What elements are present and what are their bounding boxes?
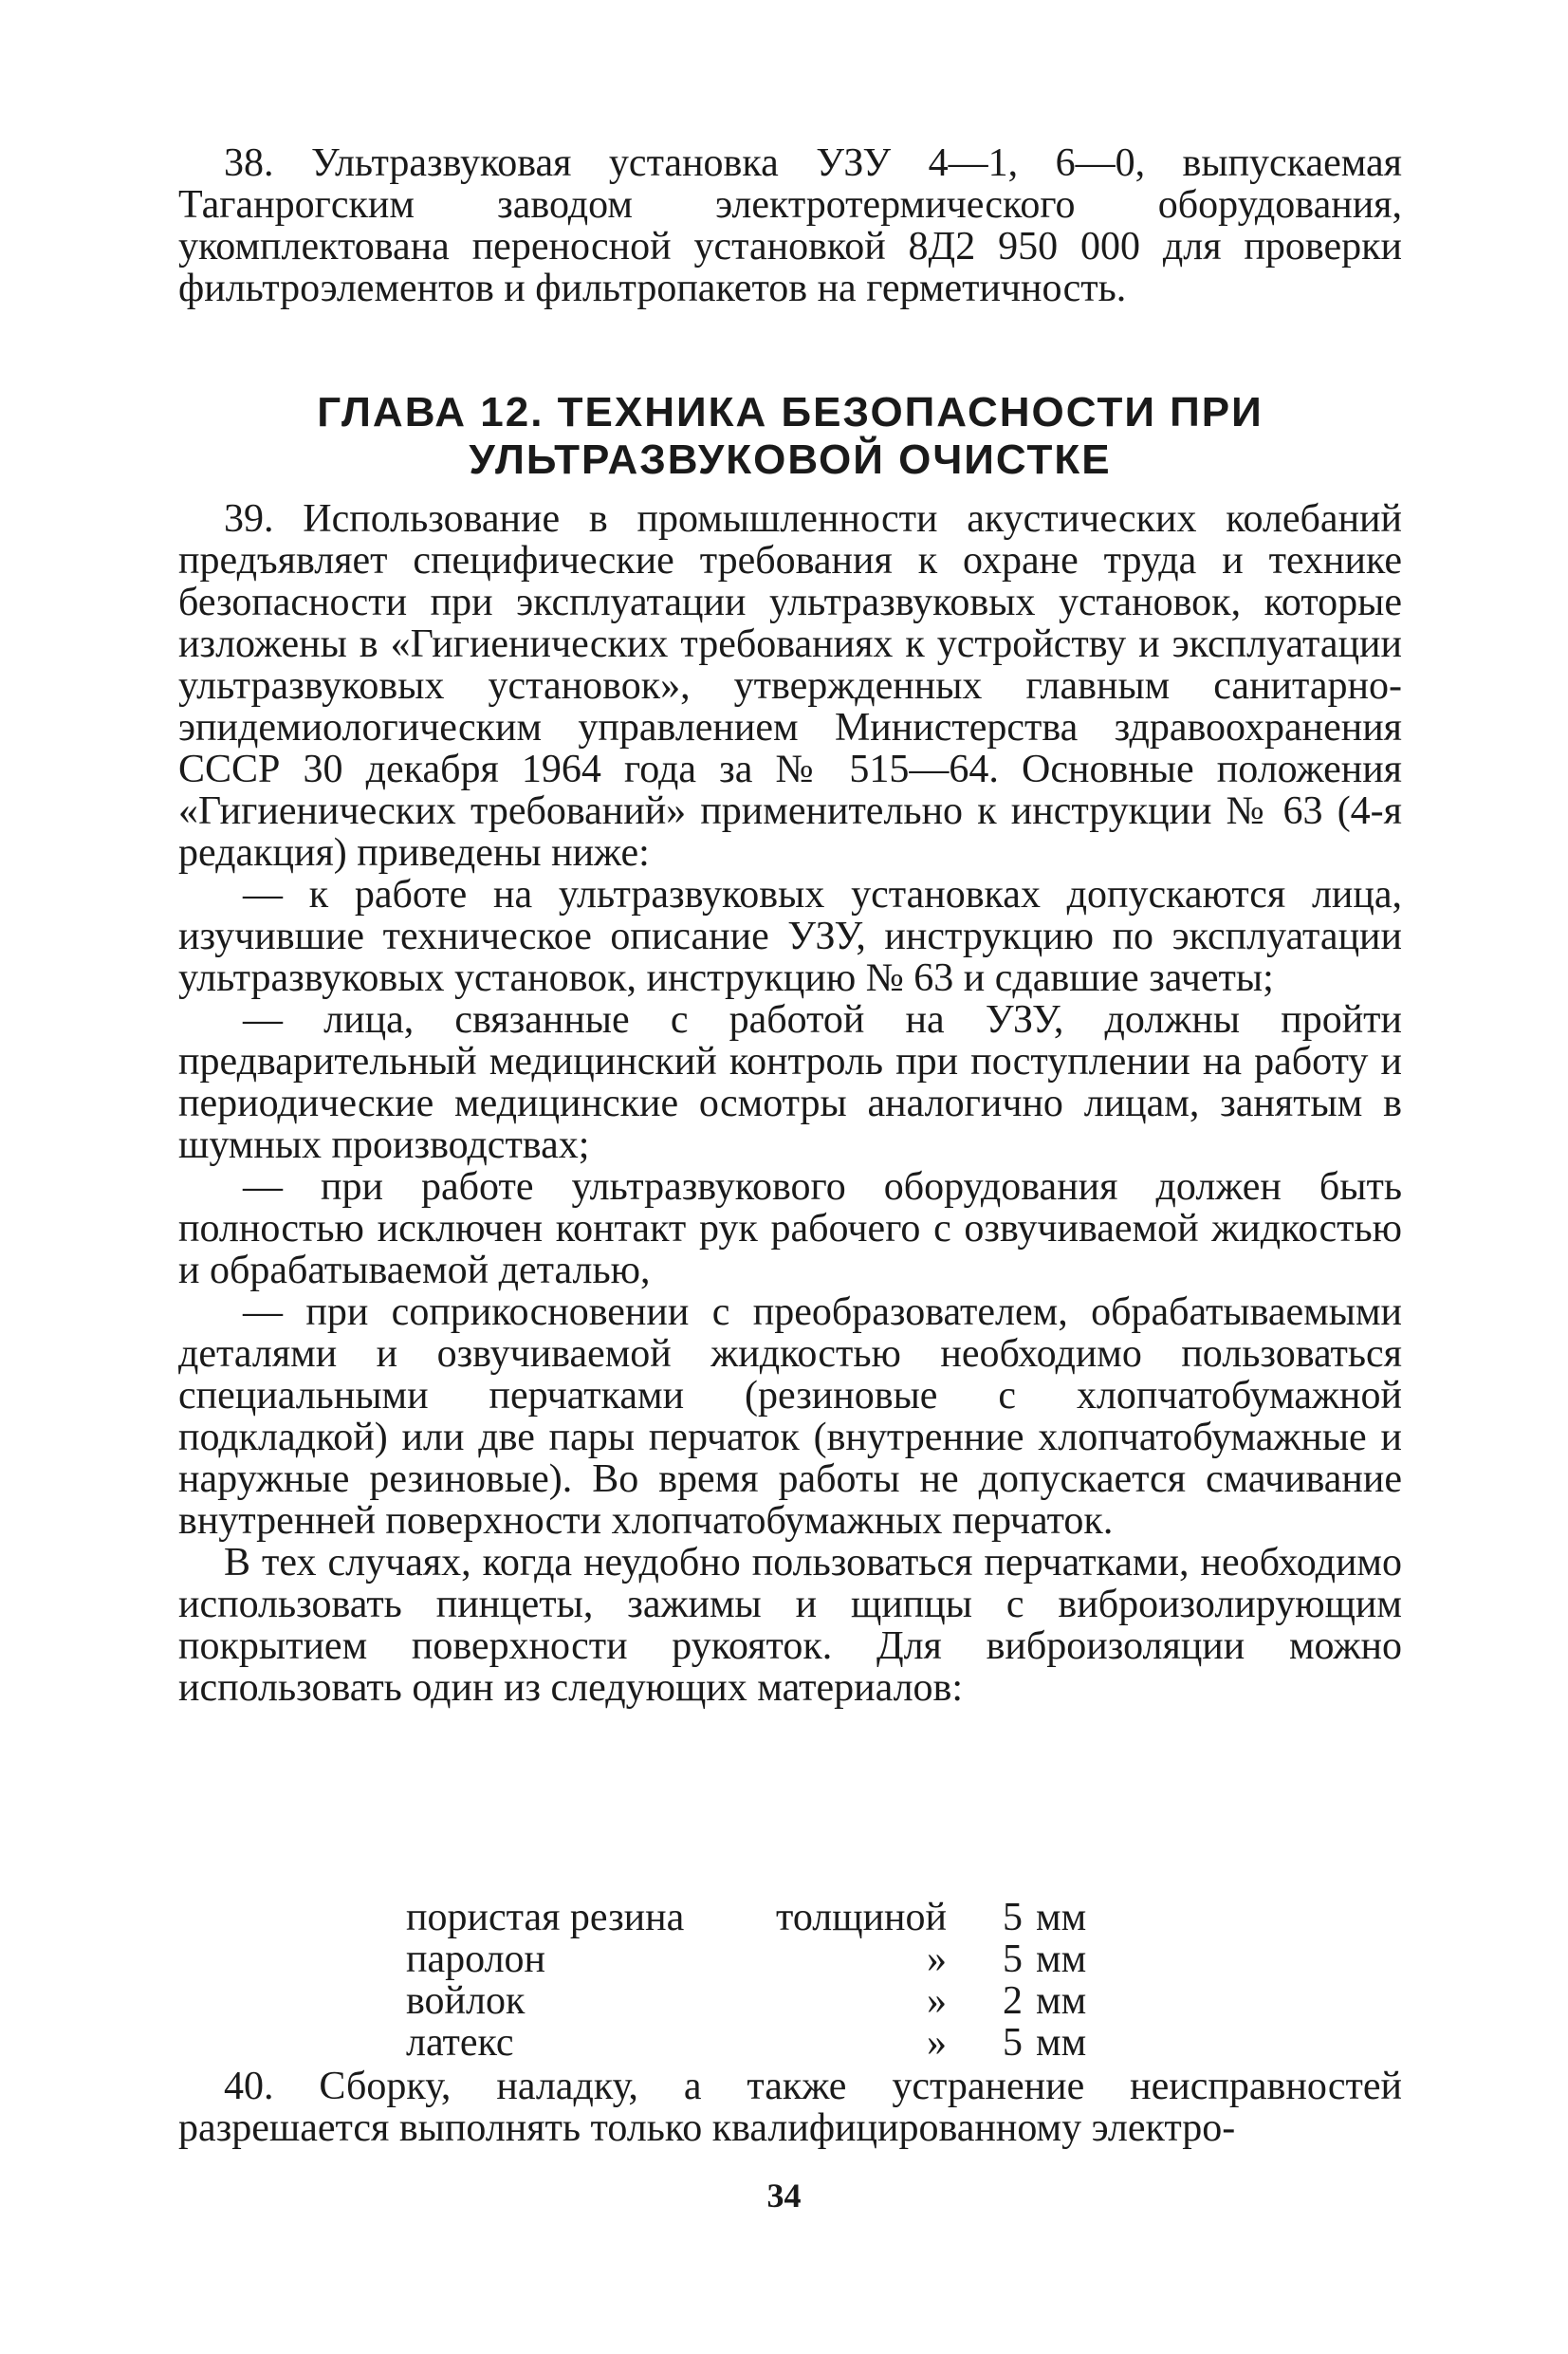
paragraph-39 <box>178 498 1402 1709</box>
material-name: пористая резина <box>406 1896 685 1939</box>
paragraph-40 <box>178 2066 1402 2149</box>
materials-list <box>406 1897 1127 2064</box>
material-unit: мм <box>1036 1979 1087 2023</box>
material-name: паролон <box>406 1937 545 1981</box>
paragraph-38-text: 38. Ультразвуковая установка УЗУ 4—1, 6—0, выпускаемая Таганрогским заводом электротермического оборудования, укомплектована переносной установкой 8Д2 950 000 для проверки фильтроэлементов и фильтропакетов на герметичность. <box>178 141 1402 310</box>
paragraph-gloves-alternative: В тех случаях, когда неудобно пользоваться перчатками, необходимо использовать пинцеты, зажимы и щипцы с виброизолирующим покрытием поверхности рукояток. Для виброизоляции можно использовать один из следующих материалов: <box>178 1541 1402 1710</box>
material-ditto: » <box>927 1979 947 2023</box>
material-ditto: толщиной <box>776 1896 947 1939</box>
chapter-heading-line2: УЛЬТРАЗВУКОВОЙ ОЧИСТКЕ <box>469 436 1112 483</box>
material-thickness: 5 <box>1003 1896 1023 1939</box>
page-number: 34 <box>766 2177 802 2215</box>
paragraph-38 <box>178 142 1402 309</box>
material-thickness: 5 <box>1003 2021 1023 2065</box>
materials-row <box>406 1897 1127 1938</box>
bullet-medical-control: — лица, связанные с работой на УЗУ, должны пройти предварительный медицинский контроль при поступлении на работу и периодические медицинские осмотры аналогично лицам, занятым в шумных производствах; <box>178 998 1402 1167</box>
paragraph-39-intro: 39. Использование в промышленности акустических колебаний предъявляет специфические требования к охране труда и технике безопасности при эксплуатации ультразвуковых установок, которые изложены в «Гигиенических требованиях к устройству и эксплуатации ультразвуковых установок», утвержденных главным санитарно-эпидемиологическим управлением Министерства здравоохранения СССР 30 декабря 1964 года за № 515—64. Основные положения «Гигиенических требований» применительно к инструкции № 63 (4-я редакция) приведены ниже: <box>178 497 1402 875</box>
chapter-heading <box>178 389 1402 484</box>
bullet-gloves: — при соприкосновении с преобразователем, обрабатываемыми деталями и озвучиваемой жидкостью необходимо пользоваться специальными перчатками (резиновые с хлопчатобумажной подкладкой) или две пары перчаток (внутренние хлопчатобумажные и наружные резиновые). Во время работы не допускается смачивание внутренней поверхности хлопчатобумажных перчаток. <box>178 1290 1402 1543</box>
bullet-contact-excluded: — при работе ультразвукового оборудования должен быть полностью исключен контакт рук рабочего с озвучиваемой жидкостью и обрабатываемой деталью, <box>178 1165 1402 1292</box>
material-name: латекс <box>406 2021 514 2065</box>
material-unit: мм <box>1036 2021 1087 2065</box>
material-thickness: 2 <box>1003 1979 1023 2023</box>
materials-row <box>406 1980 1127 2022</box>
chapter-heading-line1: ГЛАВА 12. ТЕХНИКА БЕЗОПАСНОСТИ ПРИ <box>317 389 1264 436</box>
materials-row <box>406 2022 1127 2064</box>
material-unit: мм <box>1036 1937 1087 1981</box>
material-ditto: » <box>927 2021 947 2065</box>
material-thickness: 5 <box>1003 1937 1023 1981</box>
paragraph-40-text: 40. Сборку, наладку, а также устранение неисправностей разрешается выполнять только квалифицированному электро- <box>178 2065 1402 2150</box>
material-ditto: » <box>927 1937 947 1981</box>
materials-row <box>406 1938 1127 1980</box>
material-name: войлок <box>406 1979 526 2023</box>
material-unit: мм <box>1036 1896 1087 1939</box>
bullet-admission: — к работе на ультразвуковых установках допускаются лица, изучившие техническое описание УЗУ, инструкцию по эксплуатации ультразвуковых установок, инструкцию № 63 и сдавшие зачеты; <box>178 873 1402 1000</box>
